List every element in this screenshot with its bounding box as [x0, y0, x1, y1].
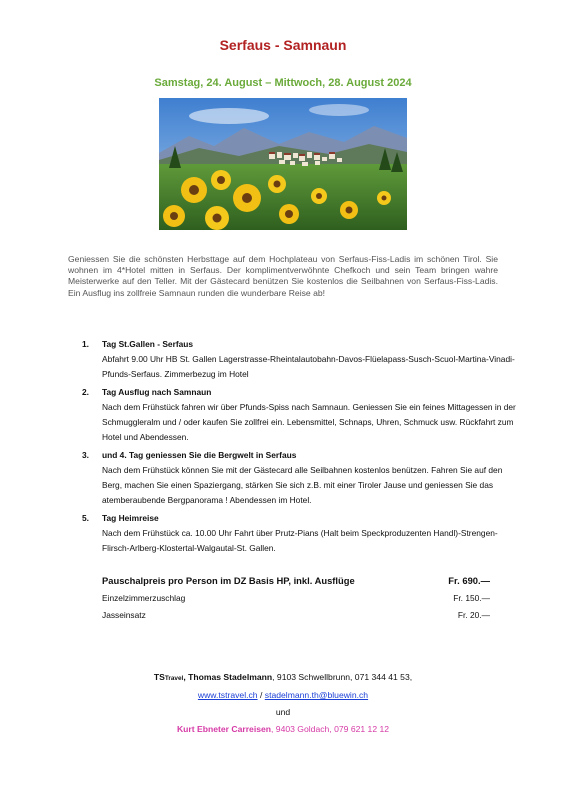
itinerary-day-2: [82, 384, 522, 445]
single-room-amount: Fr. 150.—: [453, 593, 490, 603]
package-price-label: Pauschalpreis pro Person im DZ Basis HP, inkl. Ausflüge: [102, 575, 355, 586]
jass-row: [102, 607, 492, 624]
contact-line: [0, 669, 566, 687]
jass-amount: Fr. 20.—: [457, 610, 490, 620]
brand-suffix: Travel: [164, 675, 184, 682]
itinerary-day-1: [82, 336, 522, 382]
contact-address: , 9103 Schwellbrunn, 071 344 41 53,: [272, 672, 413, 682]
day-number: 2.: [82, 387, 89, 397]
day-description: Nach dem Frühstück ca. 10.00 Uhr Fahrt über Prutz-Pians (Halt beim Speckproduzenten Handl)-Strengen-Flirsch-Arlberg-Klostertal-Walgautal-St. Gallen.: [102, 528, 498, 553]
day-number: 5.: [82, 513, 89, 523]
contact-name: , Thomas Stadelmann: [183, 672, 273, 682]
jass-label: Jasseinsatz: [102, 610, 146, 620]
link-separator: /: [257, 690, 265, 700]
and-text: und: [275, 707, 291, 717]
travel-dates: Samstag, 24. August – Mittwoch, 28. August 2024: [154, 77, 412, 89]
brand-name: TS: [153, 672, 165, 682]
email-link[interactable]: stadelmann.th@bluewin.ch: [264, 690, 369, 700]
day-description: Nach dem Frühstück können Sie mit der Gästecard alle Seilbahnen kostenlos benützen. Fahren Sie auf den Berg, machen Sie einen Spaziergang, stärken Sie sich z.B. mit einer Tiroler Jause und geniessen Sie das atemberaubende Bergpanorama ! Abendessen im Hotel.: [102, 465, 503, 505]
contact-footer: [0, 669, 566, 738]
partner-name: Kurt Ebneter Carreisen: [176, 724, 272, 734]
day-title: und 4. Tag geniessen Sie die Bergwelt in Serfaus: [102, 450, 297, 460]
single-room-label: Einzelzimmerzuschlag: [102, 593, 186, 603]
page-title: Serfaus - Samnaun: [219, 37, 347, 53]
day-title: Tag Ausflug nach Samnaun: [102, 387, 212, 397]
contact-links: [0, 687, 566, 704]
serfaus-landscape-photo: [159, 98, 407, 230]
package-price-amount: Fr. 690.—: [448, 575, 490, 586]
itinerary-day-5: [82, 510, 522, 556]
itinerary-day-3: [82, 447, 522, 508]
single-room-row: [102, 590, 492, 607]
day-number: 3.: [82, 450, 89, 460]
day-description: Nach dem Frühstück fahren wir über Pfunds-Spiss nach Samnaun. Geniessen Sie ein feines Mittagessen in der Schmuggleralm und / oder kaufen Sie zollfrei ein. Lebensmittel, Schnaps, Uhren, Schmuck usw. Rückfahrt zum Hotel und Abendessen.: [102, 402, 516, 442]
package-price-row: [102, 573, 492, 588]
day-title: Tag St.Gallen - Serfaus: [102, 339, 194, 349]
website-link[interactable]: www.tstravel.ch: [197, 690, 258, 700]
partner-line: [0, 721, 566, 738]
partner-address: , 9403 Goldach, 079 621 12 12: [271, 724, 390, 734]
itinerary-list: [82, 336, 522, 558]
intro-paragraph: Geniessen Sie die schönsten Herbsttage auf dem Hochplateau von Serfaus-Fiss-Ladis im schönen Tirol. Sie wohnen im 4*Hotel mitten in Serfaus. Der komplimentverwöhnte Chefkoch und sein Team bringen wahre Meisterwerke auf den Teller. Mit der Gästecard benützen Sie kostenlos die Seilbahnen von Serfaus-Fiss-Ladis. Ein Ausflug ins zollfreie Samnaun runden die wunderbare Reise ab!: [68, 254, 498, 298]
price-section: [102, 573, 492, 624]
day-description: Abfahrt 9.00 Uhr HB St. Gallen Lagerstrasse-Rheintalautobahn-Davos-Flüelapass-Susch-Scuol-Martina-Vinadi-Pfunds-Serfaus. Zimmerbezug im Hotel: [102, 354, 515, 379]
day-title: Tag Heimreise: [102, 513, 159, 523]
day-number: 1.: [82, 339, 89, 349]
